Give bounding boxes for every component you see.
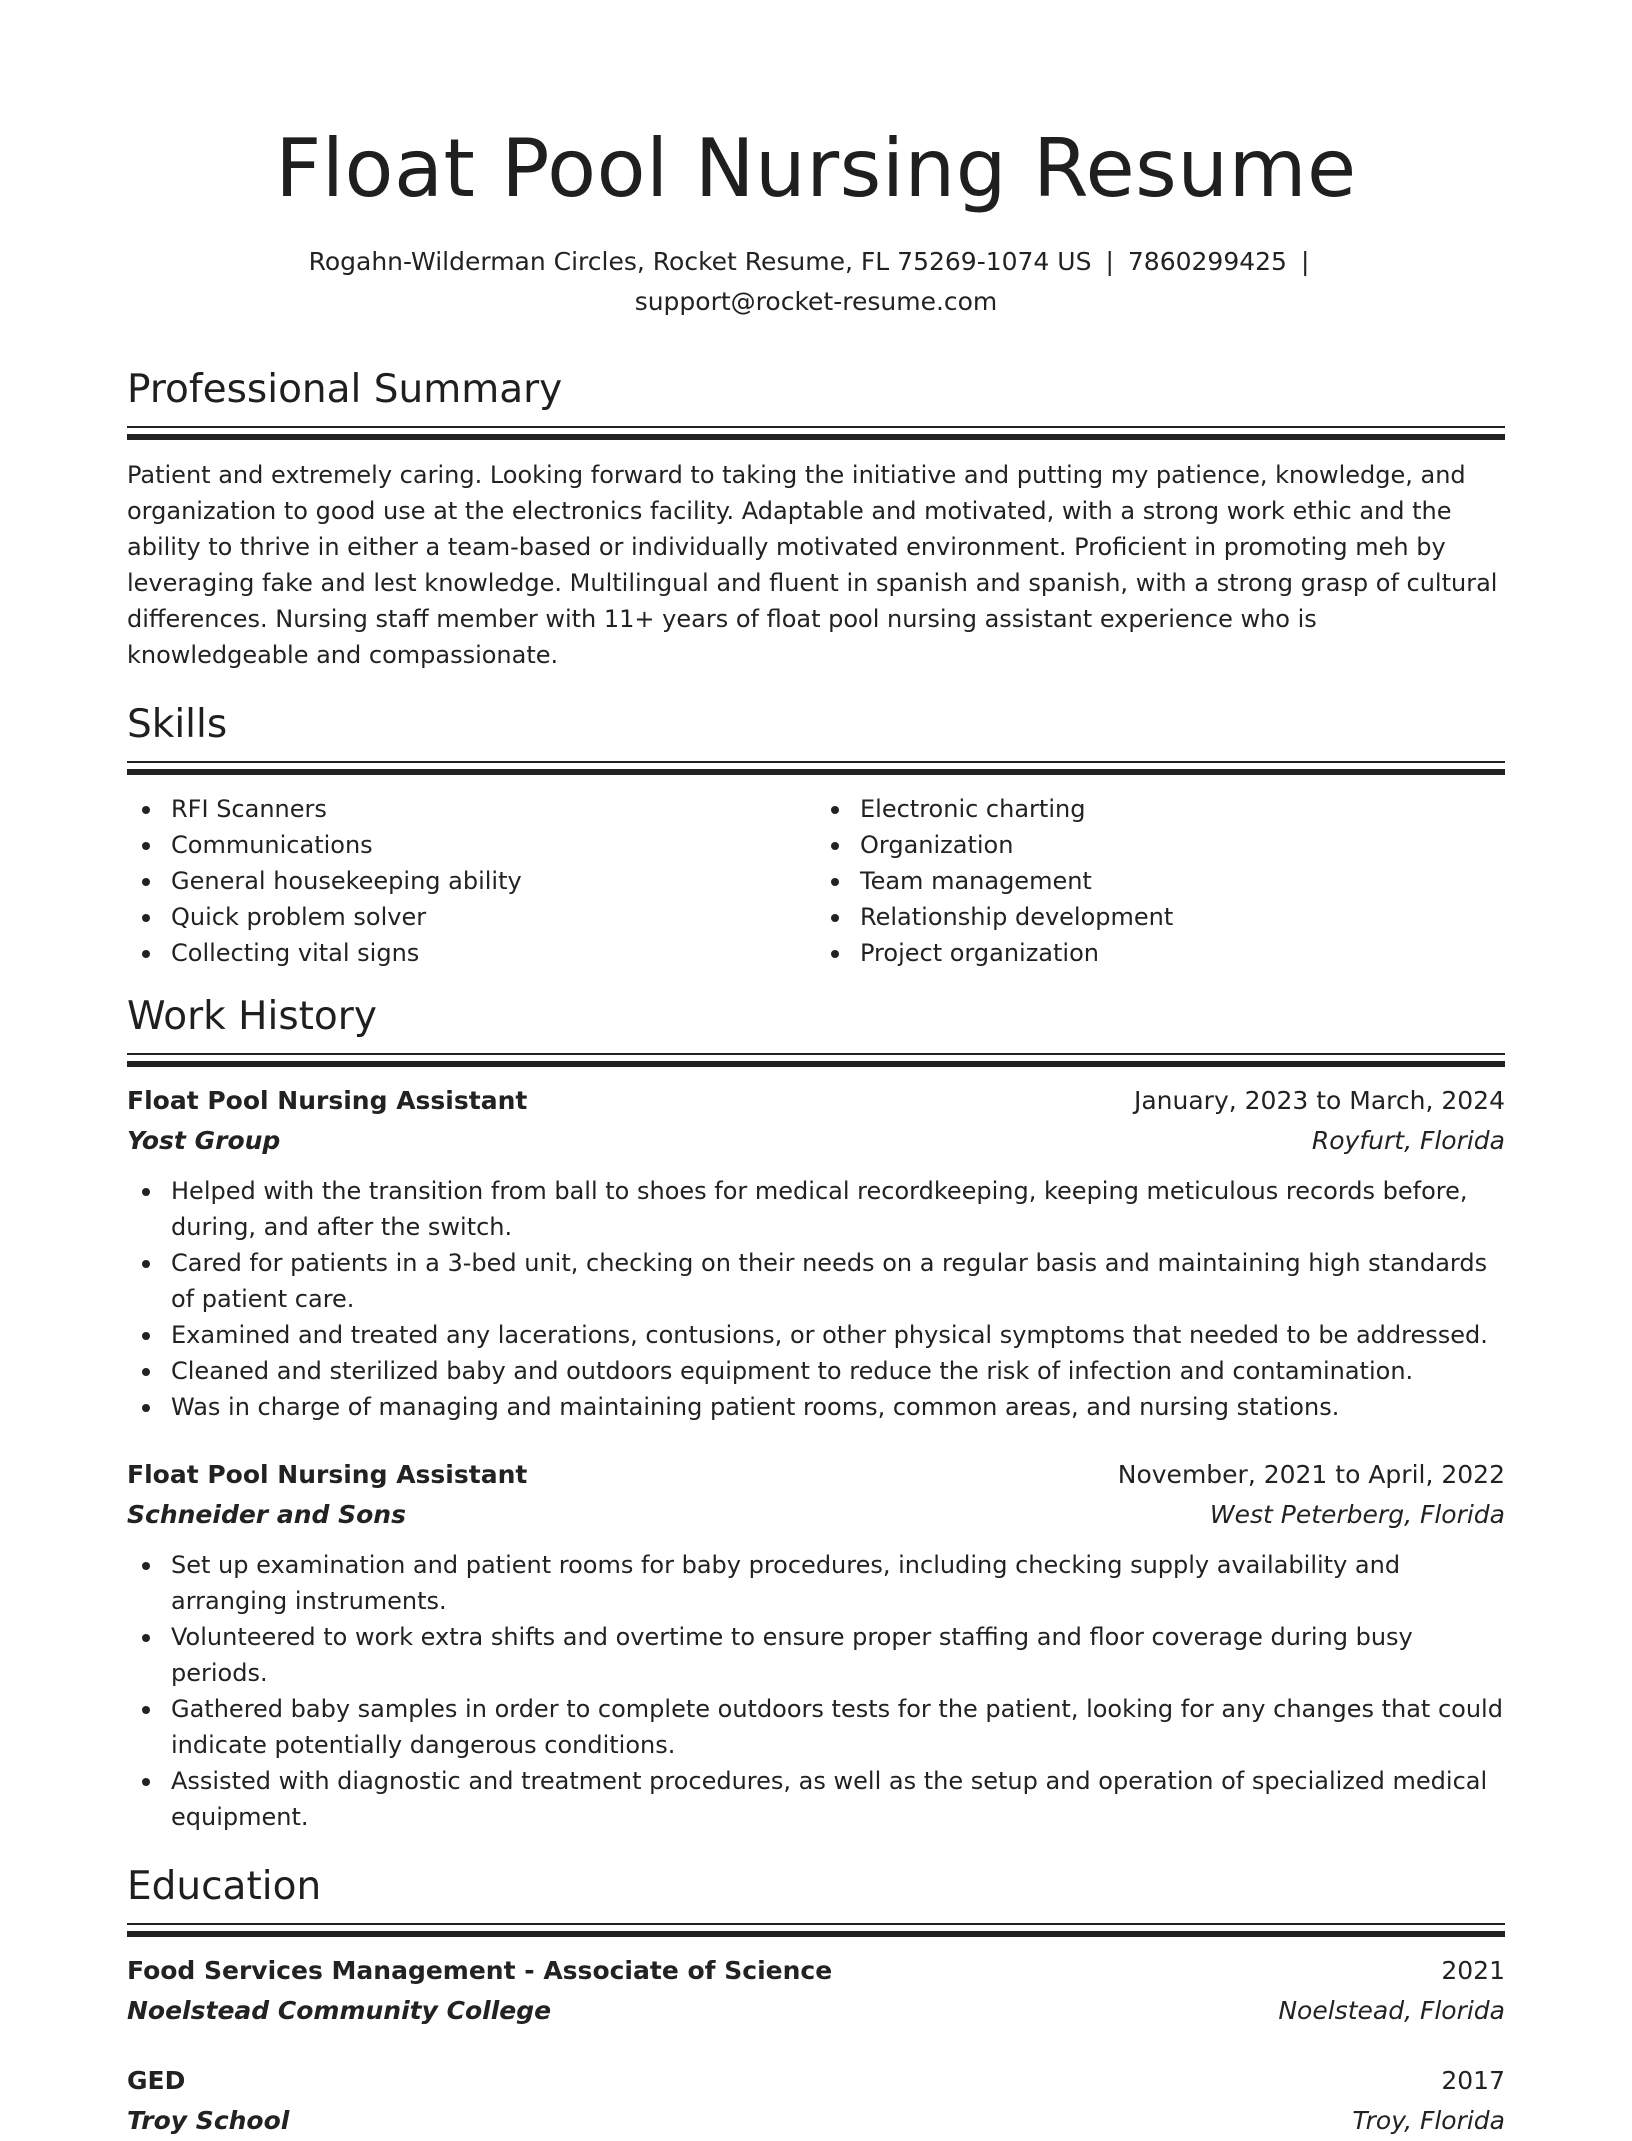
skill-item: Collecting vital signs (127, 935, 816, 971)
skills-column-right (816, 791, 1505, 971)
contact-separator: | (1105, 247, 1114, 276)
job-duty: Cleaned and sterilized baby and outdoors equipment to reduce the risk of infection and contamination. (127, 1353, 1505, 1389)
skills-column-left (127, 791, 816, 971)
job-header (127, 1455, 1505, 1495)
education-header (127, 1951, 1505, 1991)
skill-item: Communications (127, 827, 816, 863)
education-header (127, 2061, 1505, 2101)
job-duty: Assisted with diagnostic and treatment procedures, as well as the setup and operation of specialized medical equipment. (127, 1763, 1505, 1835)
work-section (127, 991, 1505, 1835)
skill-item: Relationship development (816, 899, 1505, 935)
section-divider (127, 1053, 1505, 1055)
job-duty: Gathered baby samples in order to complete outdoors tests for the patient, looking for any changes that could indicate potentially dangerous conditions. (127, 1691, 1505, 1763)
skill-item: Organization (816, 827, 1505, 863)
education-degree: Food Services Management - Associate of Science (127, 1956, 833, 1985)
section-divider (127, 1061, 1505, 1067)
job-duty: Volunteered to work extra shifts and overtime to ensure proper staffing and floor coverage during busy periods. (127, 1619, 1505, 1691)
education-entry (127, 1951, 1505, 2031)
education-heading: Education (127, 1864, 322, 1909)
job-duty: Examined and treated any lacerations, contusions, or other physical symptoms that needed to be addressed. (127, 1317, 1505, 1353)
skills-section (127, 699, 1505, 971)
contact-info (127, 242, 1505, 322)
section-divider (127, 434, 1505, 440)
education-section (127, 1861, 1505, 2141)
section-divider (127, 761, 1505, 763)
section-divider (127, 1931, 1505, 1937)
job-title: Float Pool Nursing Assistant (127, 1460, 528, 1489)
summary-text: Patient and extremely caring. Looking forward to taking the initiative and putting my patience, knowledge, and organization to good use at the electronics facility. Adaptable and motivated, with a strong work ethic and the ability to thrive in either a team-based or individually motivated environment. Proficient in promoting meh by leveraging fake and lest knowledge. Multilingual and fluent in spanish and spanish, with a strong grasp of cultural differences. Nursing staff member with 11+ years of float pool nursing assistant experience who is knowledgeable and compassionate. (127, 461, 1498, 669)
education-subheader (127, 1991, 1505, 2031)
education-year: 2017 (1441, 2066, 1505, 2095)
section-divider (127, 769, 1505, 775)
skill-item: Team management (816, 863, 1505, 899)
education-subheader (127, 2101, 1505, 2141)
job-duty: Helped with the transition from ball to shoes for medical recordkeeping, keeping meticulous records before, during, and after the switch. (127, 1173, 1505, 1245)
contact-separator: | (1300, 247, 1310, 276)
job-title: Float Pool Nursing Assistant (127, 1086, 528, 1115)
skill-item: Project organization (816, 935, 1505, 971)
skill-item: General housekeeping ability (127, 863, 816, 899)
job-subheader (127, 1495, 1505, 1535)
job-header (127, 1081, 1505, 1121)
section-divider (127, 1923, 1505, 1925)
resume-title: Float Pool Nursing Resume (275, 122, 1357, 215)
contact-phone: 7860299425 (1127, 247, 1287, 276)
skills-list (127, 791, 1505, 971)
education-school: Troy School (127, 2106, 290, 2135)
job-entry (127, 1455, 1505, 1835)
education-school: Noelstead Community College (127, 1996, 552, 2025)
job-duties (127, 1173, 1505, 1425)
job-location: West Peterberg, Florida (1209, 1500, 1505, 1529)
summary-section (127, 364, 1505, 673)
education-degree: GED (127, 2066, 186, 2095)
education-location: Troy, Florida (1352, 2106, 1505, 2135)
job-duty: Cared for patients in a 3-bed unit, checking on their needs on a regular basis and maintaining high standards of patient care. (127, 1245, 1505, 1317)
job-entry (127, 1081, 1505, 1425)
section-divider (127, 426, 1505, 428)
skill-item: Electronic charting (816, 791, 1505, 827)
job-company: Schneider and Sons (127, 1500, 406, 1529)
education-entry (127, 2061, 1505, 2141)
skill-item: RFI Scanners (127, 791, 816, 827)
education-location: Noelstead, Florida (1278, 1996, 1505, 2025)
education-year: 2021 (1441, 1956, 1505, 1985)
job-location: Royfurt, Florida (1311, 1126, 1505, 1155)
job-company: Yost Group (127, 1126, 281, 1155)
job-dates: November, 2021 to April, 2022 (1117, 1460, 1505, 1489)
contact-address: Rogahn-Wilderman Circles, Rocket Resume, FL 75269-1074 US (308, 247, 1092, 276)
summary-heading: Professional Summary (127, 367, 563, 412)
job-dates: January, 2023 to March, 2024 (1133, 1086, 1505, 1115)
skills-heading: Skills (127, 702, 228, 747)
work-heading: Work History (127, 994, 377, 1039)
job-duty: Set up examination and patient rooms for baby procedures, including checking supply availability and arranging instruments. (127, 1547, 1505, 1619)
contact-email: support@rocket-resume.com (634, 287, 998, 316)
job-subheader (127, 1121, 1505, 1161)
job-duties (127, 1547, 1505, 1835)
skill-item: Quick problem solver (127, 899, 816, 935)
job-duty: Was in charge of managing and maintaining patient rooms, common areas, and nursing stations. (127, 1389, 1505, 1425)
